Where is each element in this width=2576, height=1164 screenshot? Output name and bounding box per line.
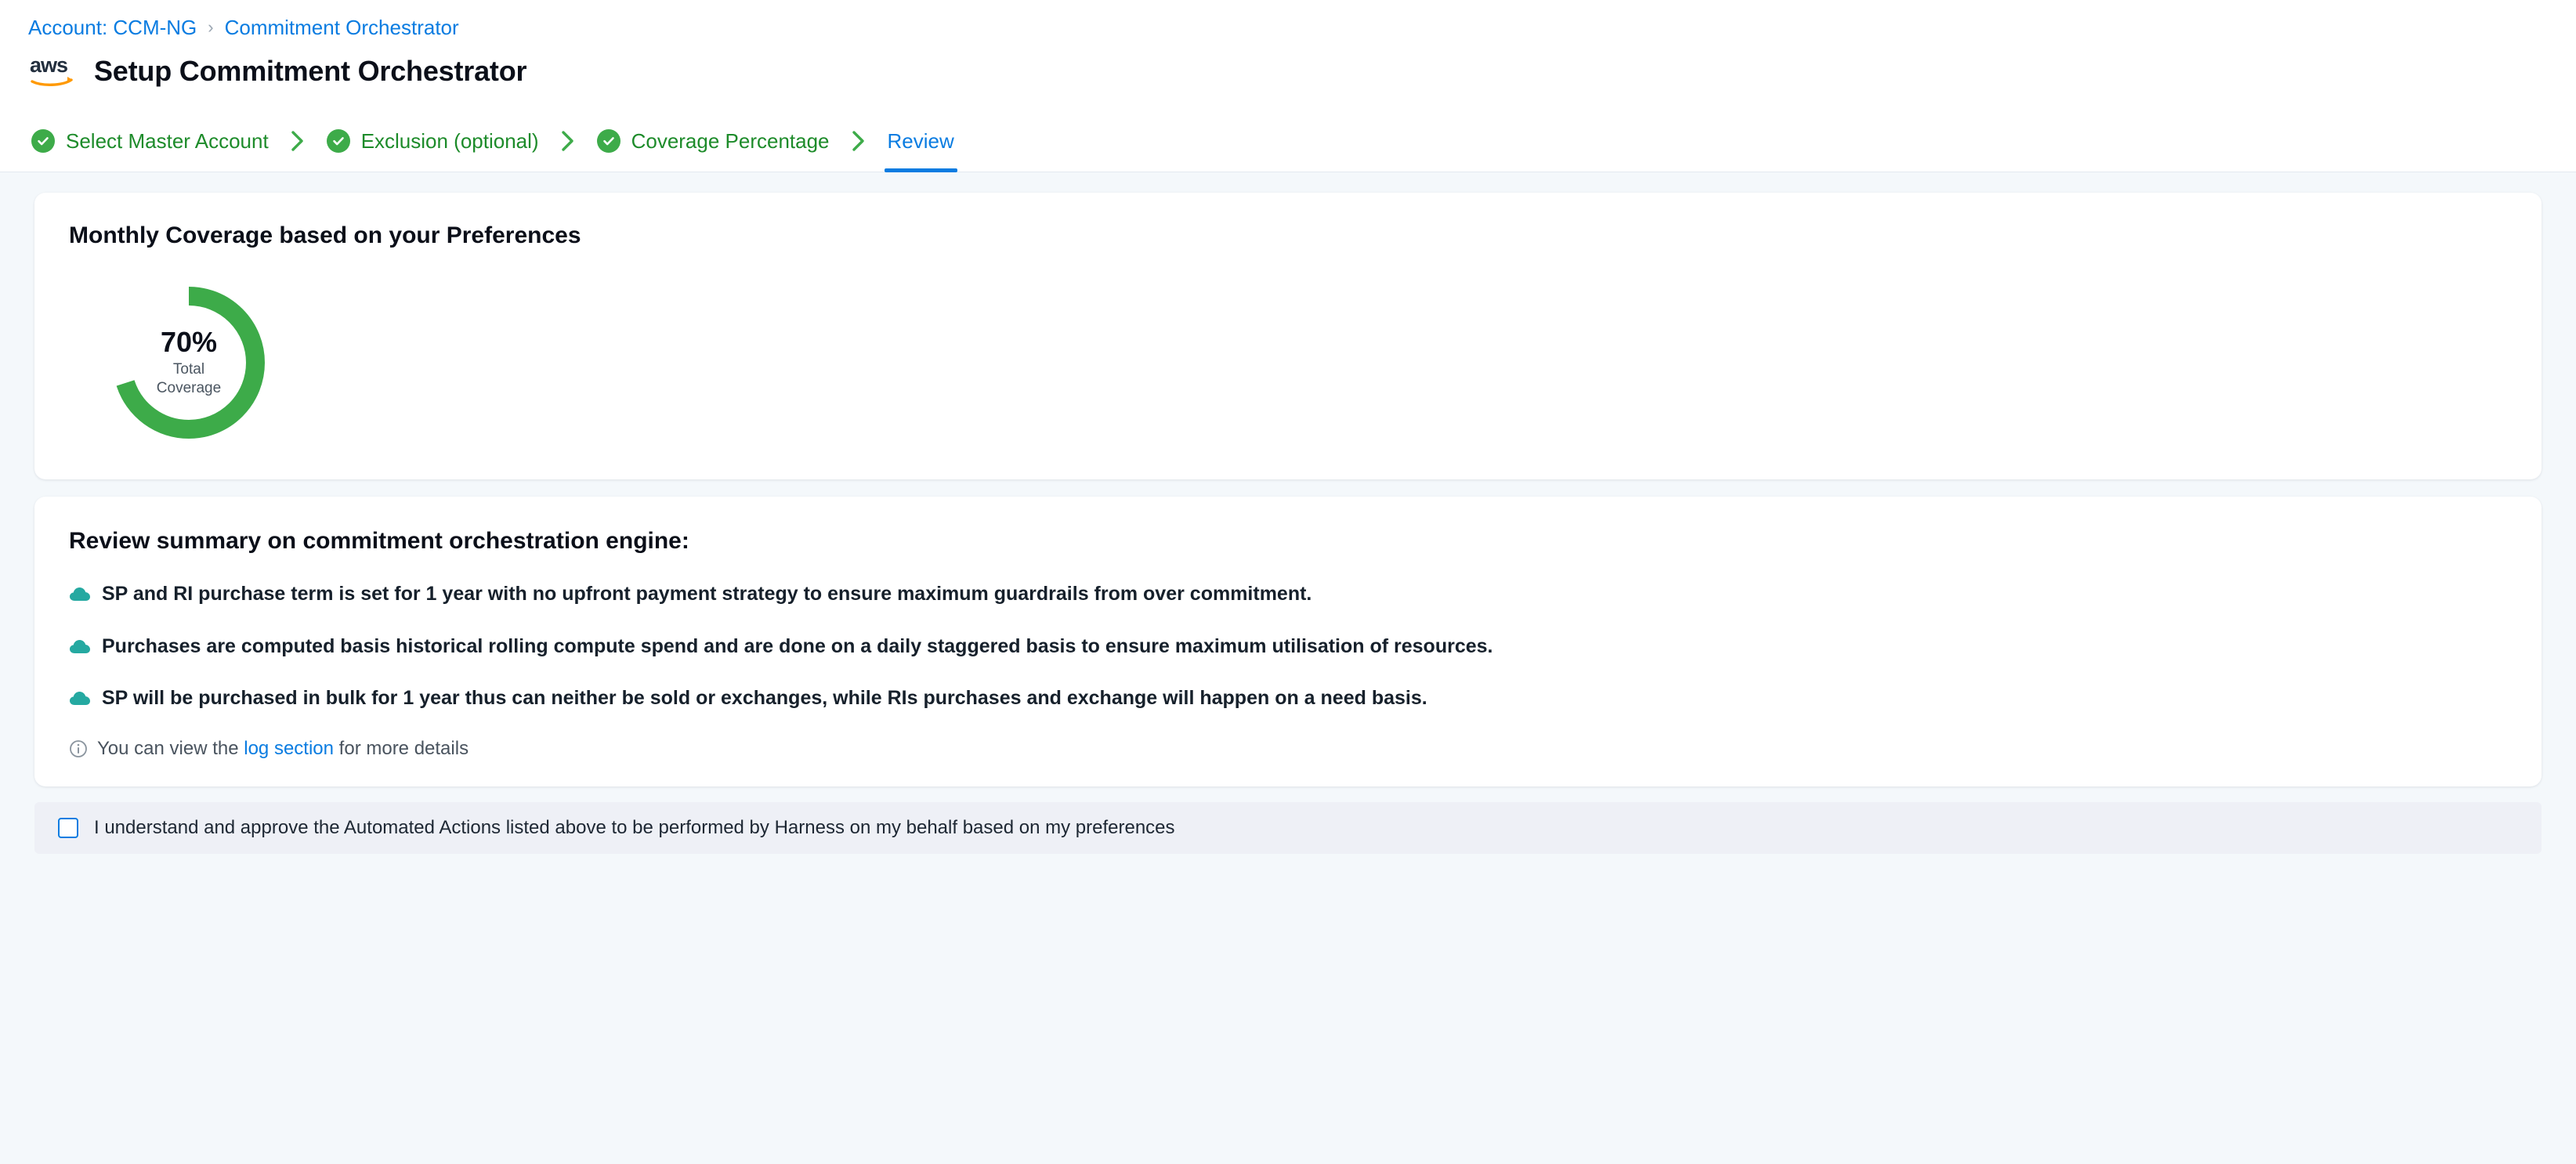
breadcrumb <box>28 14 2548 41</box>
wizard-step-select-master-account[interactable] <box>28 110 272 172</box>
breadcrumb-current-link[interactable]: Commitment Orchestrator <box>224 15 459 39</box>
chevron-right-icon <box>272 110 324 172</box>
review-bullet-text: Purchases are computed basis historical rolling compute spend and are done on a daily staggered basis to ensure maximum utilisation of resources. <box>102 634 1493 657</box>
donut-caption <box>157 360 221 398</box>
log-section-link[interactable]: log section <box>244 737 334 759</box>
chevron-right-icon <box>833 110 885 172</box>
review-bullet <box>69 581 2507 607</box>
check-circle-icon <box>597 129 620 153</box>
cloud-icon <box>69 586 91 603</box>
approval-bar <box>34 802 2542 854</box>
donut-percentage: 70% <box>160 326 218 359</box>
review-bullet-text: SP will be purchased in bulk for 1 year thus can neither be sold or exchanges, while RIs purchases and exchange will happen on a need basis. <box>102 687 1427 709</box>
approval-checkbox[interactable] <box>58 818 78 838</box>
info-icon <box>69 739 88 758</box>
aws-logo-text: aws <box>30 53 68 77</box>
wizard-steps <box>0 110 2576 172</box>
donut-caption-line2: Coverage <box>156 379 222 396</box>
review-bullet-text: SP and RI purchase term is set for 1 year with no upfront payment strategy to ensure maximum guardrails from over commitment. <box>102 583 1312 605</box>
aws-logo-icon <box>28 55 77 88</box>
wizard-step-coverage-percentage[interactable] <box>594 110 833 172</box>
approval-label: I understand and approve the Automated Actions listed above to be performed by Harness on my behalf based on my preferences <box>94 816 1175 838</box>
wizard-step-label: Select Master Account <box>66 128 269 153</box>
review-card-heading: Review summary on commitment orchestration engine: <box>69 528 689 554</box>
donut-caption-line1: Total <box>172 361 205 378</box>
coverage-donut-chart <box>107 280 271 445</box>
cloud-icon <box>69 690 91 707</box>
wizard-step-exclusion[interactable] <box>324 110 542 172</box>
check-circle-icon <box>31 129 55 153</box>
coverage-card-heading: Monthly Coverage based on your Preferences <box>69 222 581 248</box>
log-section-note <box>69 738 2507 760</box>
monthly-coverage-card <box>34 193 2542 479</box>
page-title: Setup Commitment Orchestrator <box>94 55 527 87</box>
breadcrumb-account-link[interactable]: Account: CCM-NG <box>28 15 197 39</box>
cloud-icon <box>69 638 91 656</box>
donut-center-label <box>107 280 271 445</box>
wizard-step-label: Exclusion (optional) <box>360 128 539 153</box>
breadcrumb-separator-icon: › <box>208 17 214 37</box>
wizard-step-label: Review <box>887 128 954 153</box>
title-row <box>28 55 2548 88</box>
review-bullet <box>69 685 2507 711</box>
wizard-step-review[interactable] <box>885 110 957 172</box>
chevron-right-icon <box>542 110 594 172</box>
check-circle-icon <box>327 129 350 153</box>
review-bullet <box>69 634 2507 660</box>
page-header <box>0 0 2576 110</box>
wizard-step-label: Coverage Percentage <box>631 128 830 153</box>
main-content <box>0 172 2576 854</box>
aws-swoosh-icon <box>31 75 73 86</box>
note-suffix: for more details <box>338 737 469 759</box>
review-summary-card <box>34 497 2542 786</box>
note-prefix: You can view the <box>97 737 239 759</box>
